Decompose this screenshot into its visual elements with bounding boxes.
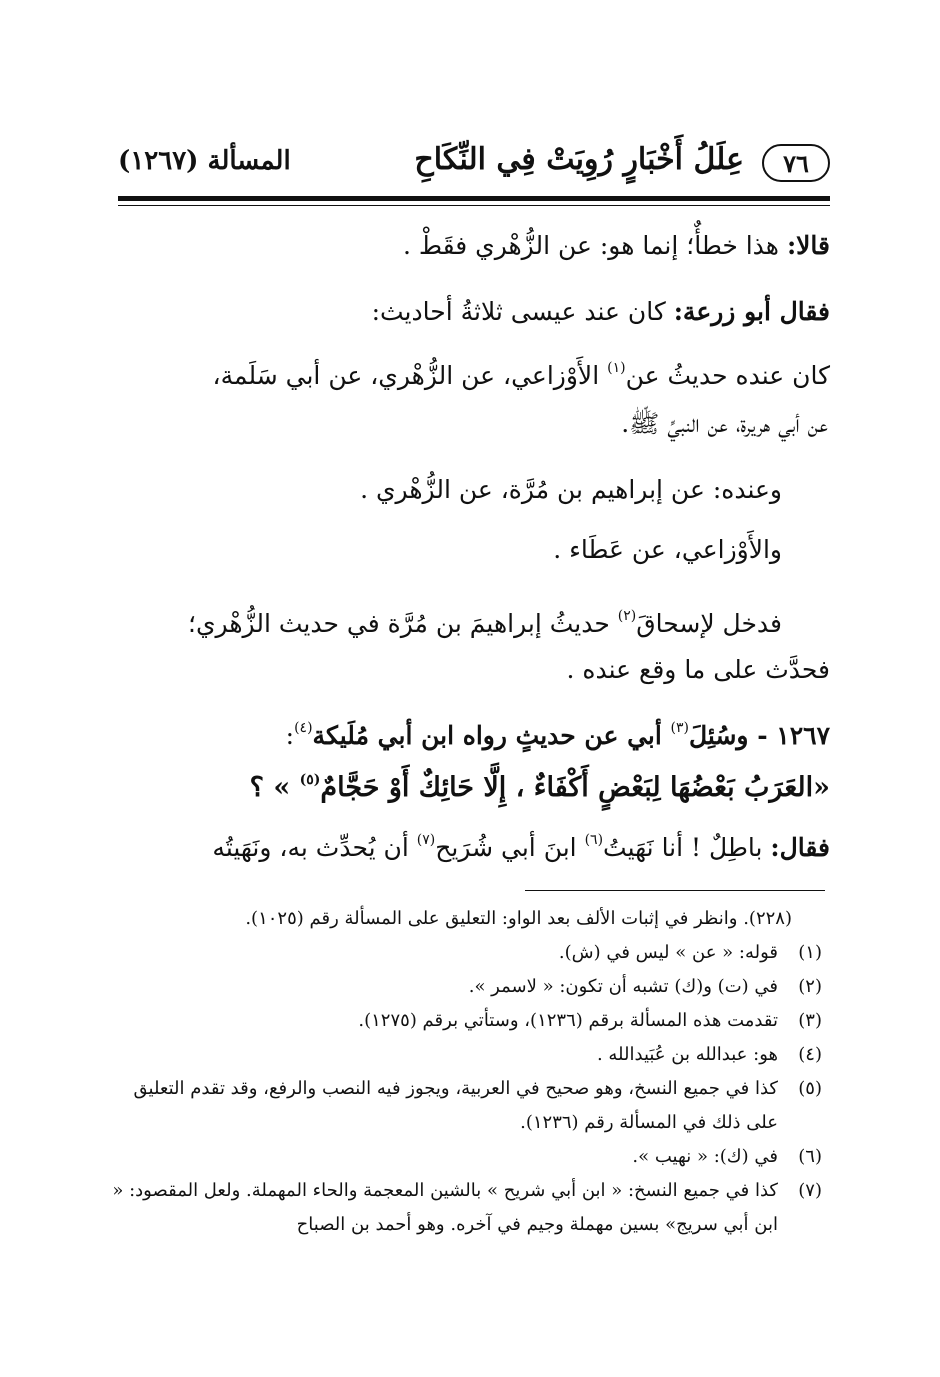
footnote-4 [110, 1038, 822, 1072]
paragraph-text: هذا خطأٌ؛ إنما هو: عن الزُّهْري فقَطْ . [402, 231, 787, 260]
question-number: ١٢٦٧ - وسُئِلَ [689, 721, 830, 750]
footnote-separator [525, 890, 825, 891]
footnote-text: كذا في جميع النسخ، وهو صحيح في العربية، ويجوز فيه النصب والرفع، وقد تقدم التعليق على ذلك في المسألة رقم (١٢٣٦). [133, 1078, 778, 1133]
quote-text: » ؟ [249, 772, 300, 803]
answer-paragraph [212, 812, 830, 876]
footnotes [110, 902, 822, 1242]
footnote-number: (٣) [798, 1010, 822, 1031]
paragraph-text: وعنده: عن إبراهيم بن مُرَّة، عن الزُّهْري . [360, 475, 782, 504]
footnote-7 [110, 1174, 822, 1242]
quote-text: «العَرَبُ بَعْضُهَا لِبَعْضٍ أَكْفَاءٌ ، إِلَّا حَائِكٌ أَوْ حَجَّامٌ [320, 772, 830, 803]
footnote-number: (٧) [798, 1180, 822, 1201]
footnote-ref-6: (٦) [584, 832, 604, 848]
speaker-label: فقال أبو زرعة: [673, 297, 830, 326]
footnote-number: (٢) [798, 976, 822, 997]
footnote-ref-2: (٢) [617, 608, 637, 624]
footnote-ref-1: (١) [607, 360, 626, 376]
footnote-number: (١) [798, 942, 822, 963]
footnote-number: (٥) [798, 1078, 822, 1099]
footnote-2 [110, 970, 822, 1004]
speaker-label: فقال: [770, 833, 830, 862]
header-rule-thin [118, 205, 830, 206]
hadith-quote [250, 752, 830, 816]
issue-label: المسألة (١٢٦٧) [118, 146, 291, 176]
paragraph-text: ابنَ أبي شُرَيح [435, 833, 585, 862]
paragraph-text: فحدَّث على ما وقع عنده . [566, 655, 830, 684]
footnote-intro [110, 902, 822, 936]
paragraph-3-line-2 [621, 396, 828, 452]
footnote-number: (٦) [798, 1146, 822, 1167]
paragraph-text: أن يُحدِّث به، ونَهَيتُه [212, 833, 417, 862]
footnote-ref-7: (٧) [416, 832, 436, 848]
paragraph-text: حديثُ إبراهيمَ بن مُرَّة في حديث الزُّهْري؛ [188, 609, 618, 638]
footnote-ref-3: (٣) [670, 720, 689, 736]
paragraph-text: والأَوْزاعي، عن عَطَاء . [553, 535, 782, 564]
question-text: أبي عن حديثٍ رواه ابن أبي مُلَيكة [312, 721, 671, 750]
header-rule-thick [118, 196, 830, 201]
page-number: ٧٦ [762, 144, 830, 182]
footnote-text: هو: عبدالله بن عُبَيدالله . [596, 1044, 778, 1065]
footnote-text: كذا في جميع النسخ: « ابن أبي شريح » بالشين المعجمة والحاء المهملة. ولعل المقصود: « ابن أبي سريج» بسين مهملة وجيم في آخره. وهو أحمد بن الصباح [112, 1180, 778, 1235]
footnote-3 [110, 1004, 822, 1038]
footnote-number: (٤) [798, 1044, 822, 1065]
footnote-ref-4: (٤) [294, 720, 313, 736]
paragraph-text: فدخل لإسحاقَ [636, 609, 782, 638]
footnote-text: (٢٢٨). وانظر في إثبات الألف بعد الواو: التعليق على المسألة رقم (١٠٢٥). [245, 908, 792, 929]
page-header [118, 142, 830, 186]
paragraph-3-line-1 [213, 340, 830, 404]
paragraph-text: باطِلٌ ! أنا نَهَيتُ [603, 833, 771, 862]
footnote-5 [110, 1072, 822, 1140]
paragraph-2 [372, 284, 830, 340]
book-title: عِلَلُ أَخْبَارٍ رُوِيَتْ فِي النِّكَاحِ [414, 142, 744, 177]
speaker-label: قالا: [786, 231, 830, 260]
paragraph-5 [553, 522, 782, 578]
footnote-1 [110, 936, 822, 970]
footnote-ref-5: (٥) [299, 772, 321, 788]
paragraph-4 [360, 462, 782, 518]
footnote-text: في (ك): « نهيب ». [632, 1146, 778, 1167]
paragraph-1 [403, 218, 830, 274]
paragraph-text: الأَوْزاعي، عن الزُّهْري، عن أبي سَلَمة، [212, 361, 608, 390]
paragraph-6-line-2 [567, 642, 830, 698]
paragraph-text: عن أبي هريرة، عن النبيِّ ﷺ. [621, 409, 828, 438]
question-text: : [285, 721, 295, 750]
footnote-text: قوله: « عن » ليس في (ش). [558, 942, 778, 963]
paragraph-text: كان عند عيسى ثلاثةُ أحاديث: [371, 297, 674, 326]
paragraph-text: كان عنده حديثُ عن [625, 361, 830, 390]
footnote-text: في (ت) و(ك) تشبه أن تكون: « لاسمر ». [468, 976, 778, 997]
footnote-text: تقدمت هذه المسألة برقم (١٢٣٦)، وستأتي برقم (١٢٧٥). [358, 1010, 778, 1031]
footnote-6 [110, 1140, 822, 1174]
